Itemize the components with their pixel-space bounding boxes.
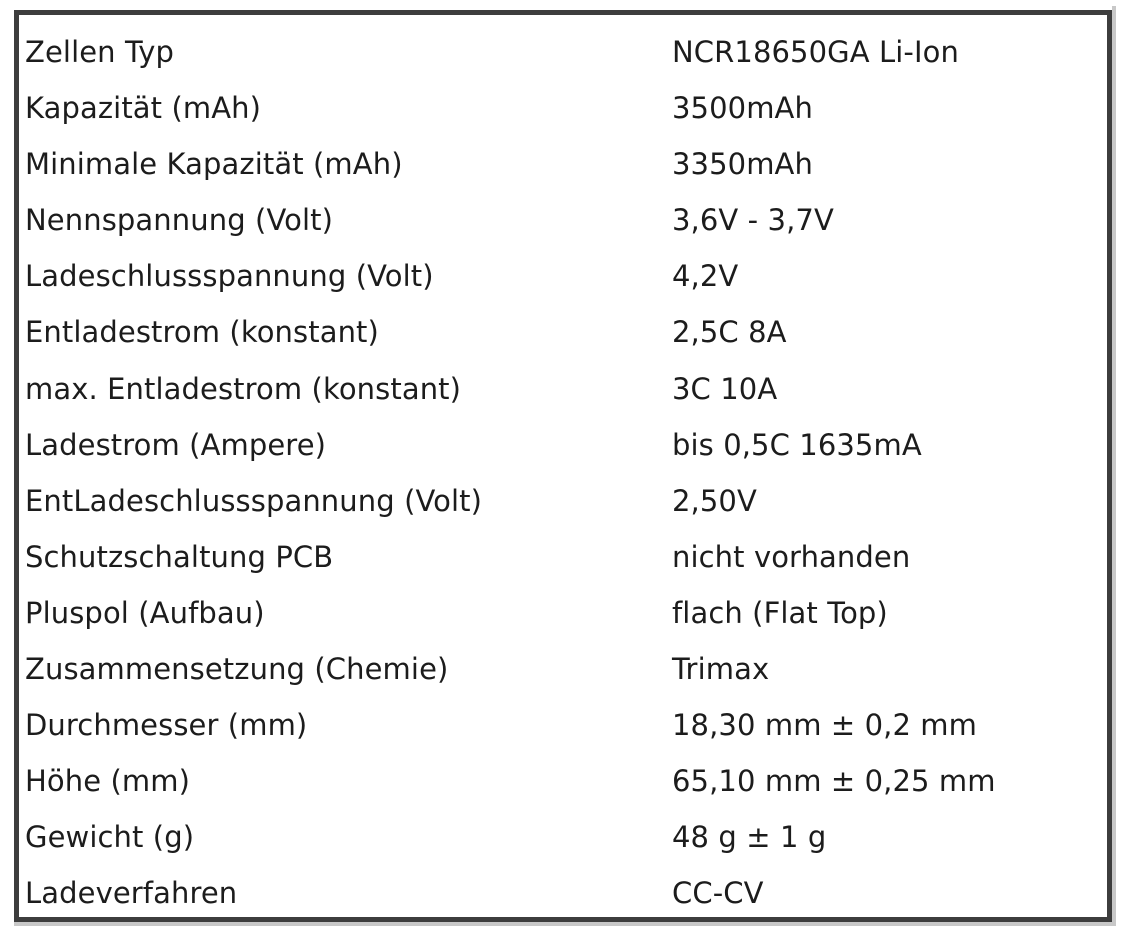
table-row [25, 248, 1103, 304]
row-label-chemistry: Zusammensetzung (Chemie) [25, 652, 449, 687]
row-label-min-capacity: Minimale Kapazität (mAh) [25, 147, 403, 182]
row-value-charge-end-voltage: 4,2V [672, 259, 739, 294]
row-value-charge-method: CC-CV [672, 876, 764, 911]
row-value-protection-pcb: nicht vorhanden [672, 539, 911, 574]
row-value-capacity: 3500mAh [672, 91, 813, 126]
row-label-positive-terminal: Pluspol (Aufbau) [25, 595, 265, 630]
row-label-capacity: Kapazität (mAh) [25, 91, 262, 126]
table-row [25, 529, 1103, 585]
table-row [25, 361, 1103, 417]
table-row [25, 865, 1103, 921]
table-row [25, 192, 1103, 248]
row-value-min-capacity: 3350mAh [672, 147, 813, 182]
row-value-weight: 48 g ± 1 g [672, 820, 827, 855]
row-value-chemistry: Trimax [672, 652, 770, 687]
row-value-max-discharge-current: 3C 10A [672, 371, 778, 406]
row-label-weight: Gewicht (g) [25, 820, 195, 855]
row-label-charge-current: Ladestrom (Ampere) [25, 427, 327, 462]
row-label-protection-pcb: Schutzschaltung PCB [25, 539, 334, 574]
row-label-cell-type: Zellen Typ [25, 35, 175, 69]
table-row [25, 697, 1103, 753]
spec-table [25, 24, 1103, 922]
table-row [25, 304, 1103, 360]
row-value-charge-current: bis 0,5C 1635mA [672, 427, 922, 462]
row-label-diameter: Durchmesser (mm) [25, 708, 308, 743]
row-value-nominal-voltage: 3,6V - 3,7V [672, 203, 834, 238]
row-label-discharge-current: Entladestrom (konstant) [25, 315, 379, 350]
row-value-discharge-current: 2,5C 8A [672, 315, 787, 350]
table-row [25, 585, 1103, 641]
table-row [25, 641, 1103, 697]
table-row [25, 417, 1103, 473]
row-value-positive-terminal: flach (Flat Top) [672, 595, 888, 630]
table-row [25, 473, 1103, 529]
row-value-diameter: 18,30 mm ± 0,2 mm [672, 708, 978, 743]
row-label-discharge-end-voltage: EntLadeschlussspannung (Volt) [25, 483, 483, 518]
table-row [25, 809, 1103, 865]
table-row [25, 24, 1103, 80]
table-row [25, 80, 1103, 136]
row-value-height: 65,10 mm ± 0,25 mm [672, 764, 996, 799]
table-row [25, 753, 1103, 809]
table-row [25, 136, 1103, 192]
row-value-cell-type: NCR18650GA Li-Ion [672, 35, 959, 69]
row-label-max-discharge-current: max. Entladestrom (konstant) [25, 371, 462, 406]
spec-table-frame [14, 10, 1112, 922]
row-label-nominal-voltage: Nennspannung (Volt) [25, 203, 334, 238]
row-label-height: Höhe (mm) [25, 764, 191, 799]
row-value-discharge-end-voltage: 2,50V [672, 483, 757, 518]
row-label-charge-method: Ladeverfahren [25, 876, 238, 911]
row-label-charge-end-voltage: Ladeschlussspannung (Volt) [25, 259, 434, 294]
